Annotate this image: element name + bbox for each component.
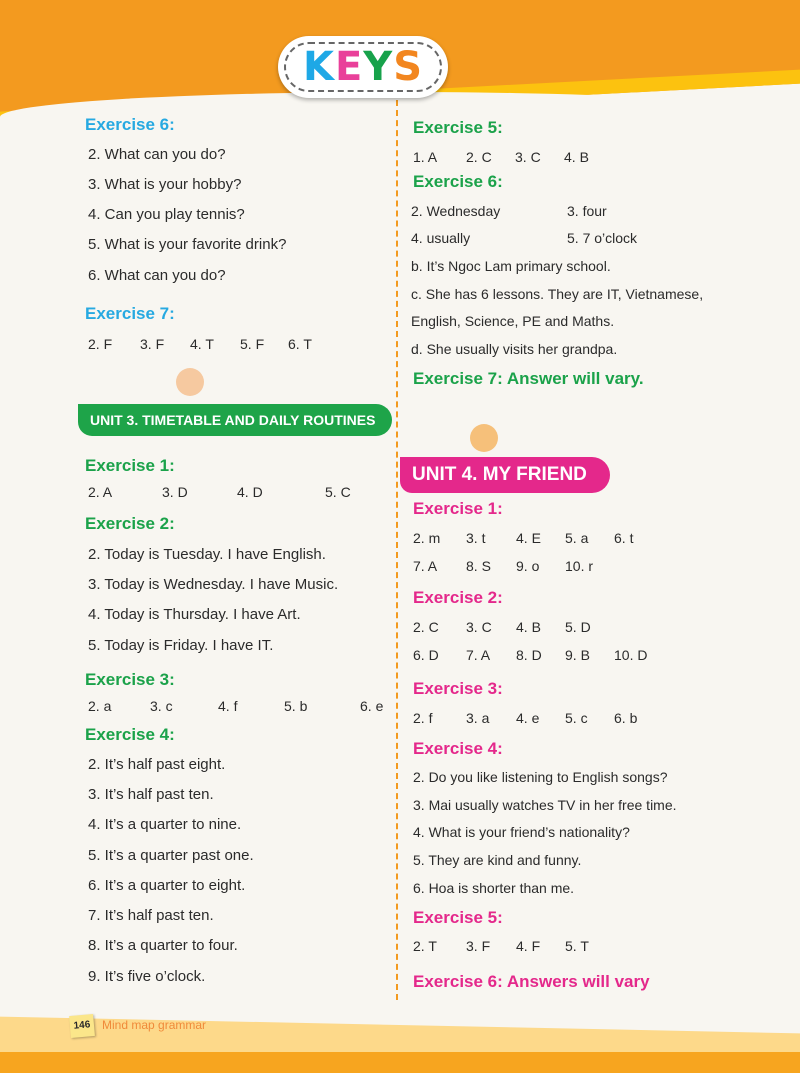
answer: 3. a [466, 710, 490, 726]
answer: 4. F [516, 938, 541, 954]
answer: 4. usually [411, 230, 471, 246]
keys-title-badge [278, 36, 448, 98]
answer: 3. F [140, 336, 165, 352]
answer-line: 6. What can you do? [88, 267, 226, 284]
answer: 2. C [466, 149, 492, 165]
answer: 9. o [516, 558, 540, 574]
answer: 6. T [288, 336, 312, 352]
answer: 9. B [565, 647, 590, 663]
answer: 2. f [413, 710, 433, 726]
title-letter: S [393, 44, 424, 90]
answer-line: 4. What is your friend’s nationality? [413, 824, 630, 840]
exercise-heading: Exercise 6: [413, 172, 503, 191]
answer-line: 2. Do you like listening to English songs? [413, 769, 668, 785]
answer: 4. D [237, 484, 263, 500]
answer: 2. F [88, 336, 113, 352]
exercise-heading: Exercise 4: [85, 725, 175, 744]
answer: 2. C [413, 619, 439, 635]
title-letter: K [302, 44, 335, 90]
exercise-heading: Exercise 5: [413, 908, 503, 927]
answer: 5. b [284, 698, 308, 714]
exercise-heading: Exercise 7: Answer will vary. [413, 369, 644, 388]
answer-line: 4. Can you play tennis? [88, 206, 245, 223]
answer-line: 3. It’s half past ten. [88, 786, 214, 803]
answer: 5. C [325, 484, 351, 500]
exercise-heading: Exercise 6: [85, 115, 175, 134]
answer: 6. t [614, 530, 634, 546]
answer-line: 3. Mai usually watches TV in her free time. [413, 797, 677, 813]
answer: 3. C [466, 619, 492, 635]
exercise-heading: Exercise 3: [85, 670, 175, 689]
answer: 5. c [565, 710, 588, 726]
answer-line: 5. They are kind and funny. [413, 852, 582, 868]
answer: 4. e [516, 710, 540, 726]
exercise-heading: Exercise 2: [413, 588, 503, 607]
answer: 3. D [162, 484, 188, 500]
answer-line: c. She has 6 lessons. They are IT, Vietnamese, [411, 286, 704, 302]
answer-line: 2. What can you do? [88, 146, 226, 163]
book-title: Mind map grammar [102, 1018, 207, 1032]
answer-line: 6. Hoa is shorter than me. [413, 880, 575, 896]
exercise-heading: Exercise 1: [85, 456, 175, 475]
footer-band [0, 1052, 800, 1073]
answer: 4. B [516, 619, 541, 635]
answer: 10. D [614, 647, 648, 663]
column-divider [396, 100, 398, 1000]
exercise-heading: Exercise 7: [85, 304, 175, 323]
answer: 5. D [565, 619, 591, 635]
boy-illustration [176, 368, 204, 396]
exercise-heading: Exercise 1: [413, 499, 503, 518]
answer-line: 6. It’s a quarter to eight. [88, 877, 246, 894]
answer-line: 5. What is your favorite drink? [88, 236, 287, 253]
answer: 4. f [218, 698, 238, 714]
answer-line: b. It’s Ngoc Lam primary school. [411, 258, 611, 274]
answer: 3. F [466, 938, 491, 954]
unit-4-banner: UNIT 4. MY FRIEND [400, 457, 610, 493]
answer: 7. A [413, 558, 438, 574]
answer-line: 4. Today is Thursday. I have Art. [88, 606, 301, 623]
answer: 6. D [413, 647, 439, 663]
answer: 2. A [88, 484, 113, 500]
answer: 4. E [516, 530, 541, 546]
answer-line: 5. It’s a quarter past one. [88, 847, 254, 864]
answer: 3. t [466, 530, 486, 546]
answer: 6. e [360, 698, 384, 714]
answer: 5. T [565, 938, 589, 954]
answer: 2. a [88, 698, 112, 714]
answer: 5. a [565, 530, 589, 546]
answer-line: 4. It’s a quarter to nine. [88, 816, 242, 833]
answer-line: 2. It’s half past eight. [88, 756, 226, 773]
answer: 4. T [190, 336, 214, 352]
answer: 10. r [565, 558, 594, 574]
answer: 3. c [150, 698, 173, 714]
girl-illustration [470, 424, 498, 452]
exercise-heading: Exercise 2: [85, 514, 175, 533]
unit-3-banner: UNIT 3. TIMETABLE AND DAILY ROUTINES [78, 404, 392, 436]
answer-line: 8. It’s a quarter to four. [88, 937, 238, 954]
answer: 4. B [564, 149, 589, 165]
answer-line: 5. Today is Friday. I have IT. [88, 637, 274, 654]
exercise-heading: Exercise 5: [413, 118, 503, 137]
answer: 7. A [466, 647, 491, 663]
answer-line: 9. It’s five o’clock. [88, 968, 206, 985]
answer: 8. S [466, 558, 491, 574]
answer: 5. F [240, 336, 265, 352]
answer: 2. m [413, 530, 441, 546]
answer: 1. A [413, 149, 438, 165]
exercise-heading: Exercise 3: [413, 679, 503, 698]
answer-line: d. She usually visits her grandpa. [411, 341, 618, 357]
answer: 6. b [614, 710, 638, 726]
answer-line: 3. Today is Wednesday. I have Music. [88, 576, 339, 593]
answer: 5. 7 o’clock [567, 230, 638, 246]
page-number: 146 [69, 1014, 95, 1038]
answer: 2. Wednesday [411, 203, 501, 219]
answer-line: 3. What is your hobby? [88, 176, 242, 193]
answer: 2. T [413, 938, 437, 954]
answer-line: English, Science, PE and Maths. [411, 313, 615, 329]
exercise-heading: Exercise 6: Answers will vary [413, 972, 650, 991]
answer: 3. C [515, 149, 541, 165]
title-letter: Y [363, 44, 394, 90]
answer-line: 7. It’s half past ten. [88, 907, 214, 924]
title-letter: E [334, 44, 364, 90]
answer: 3. four [567, 203, 607, 219]
answer: 8. D [516, 647, 542, 663]
exercise-heading: Exercise 4: [413, 739, 503, 758]
answer-line: 2. Today is Tuesday. I have English. [88, 546, 326, 563]
